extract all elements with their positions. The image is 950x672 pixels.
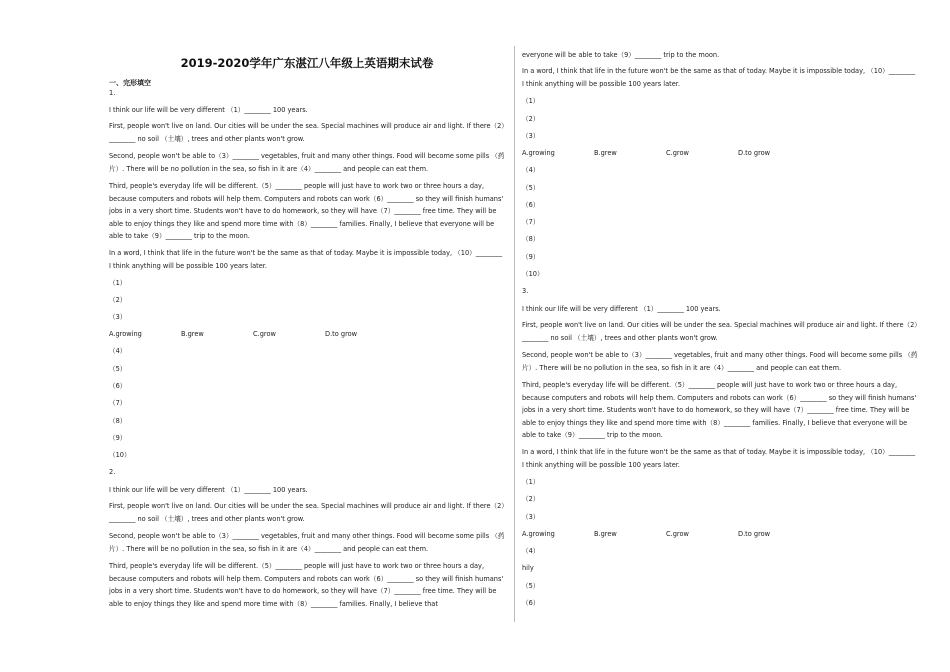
passage-paragraph: Third, people's everyday life will be different.（5）________ people will just have to work two or three hours a day, because computers and robots will help them. Computers and robots can work（6）________ so they will finish humans' jobs in a very short time. Students won't have to do homework, so they will have（7）________ free time. They will be able to enjoy things they like and spend more time with（8）________ families. Finally, I believe that everyone will be able to take（9）________ trip to the moon. [109,182,504,240]
passage-paragraph: Third, people's everyday life will be different.（5）________ people will just have to work two or three hours a day, because computers and robots will help them. Computers and robots can work（6）________ so they will finish humans' jobs in a very short time. Students won't have to do homework, so they will have（7）________ free time. They will be able to enjoy things they like and spend more time with（8）________ families. Finally, I believe that everyone will be able to take（9）________ trip to the moon. [522,381,917,439]
blank-number: （6） [522,599,540,607]
blank-number: （9） [522,253,540,261]
answer-options [522,530,810,538]
passage-paragraph: Third, people's everyday life will be different.（5）________ people will just have to work two or three hours a day, because computers and robots will help them. Computers and robots can work（6）________ so they will finish humans' jobs in a very short time. Students won't have to do homework, so they will have（7）________ free time. They will be able to enjoy things they like and spend more time with（8）________ families. Finally, I believe that [109,562,504,608]
passage-paragraph: Second, people won't be able to（3）________ vegetables, fruit and many other things. Food will become some pills （药片）. There will be no pollution in the sea, so fish in it are（4）________ and people can eat them. [522,351,918,372]
passage-paragraph: In a word, I think that life in the future won't be the same as that of today. Maybe it is impossible today, （10）________ I think anything will be possible 100 years later. [109,249,503,270]
option-b[interactable]: B.grew [181,330,204,338]
passage-paragraph: In a word, I think that life in the future won't be the same as that of today. Maybe it is impossible today, （10）________ I think anything will be possible 100 years later. [522,67,916,88]
blank-number: （4） [522,166,540,174]
blank-number: （10） [522,270,544,278]
blank-number: （1） [522,97,540,105]
blank-number: （2） [522,495,540,503]
option-b[interactable]: B.grew [594,149,617,157]
blank-number: （3） [109,313,127,321]
passage-intro: I think our life will be very different （1）________ 100 years. [109,486,308,494]
page-title: 2019-2020学年广东湛江八年级上英语期末试卷 [180,56,434,70]
blank-number: （6） [109,382,127,390]
blank-number: （1） [522,478,540,486]
blank-number: （6） [522,201,540,209]
passage-paragraph: First, people won't live on land. Our cities will be under the sea. Special machines will produce air and light. If there（2）________ no soil （土壤）, trees and other plants won't grow. [109,502,505,523]
blank-number: （5） [522,184,540,192]
blank-number: （2） [522,115,540,123]
passage-paragraph: First, people won't live on land. Our cities will be under the sea. Special machines will produce air and light. If there（2）________ no soil （土壤）, trees and other plants won't grow. [109,122,505,143]
option-b[interactable]: B.grew [594,530,617,538]
answer-options [522,149,810,157]
blank-number: （4） [109,347,127,355]
answer-options [109,330,397,338]
blank-number: （3） [522,513,540,521]
passage-paragraph: In a word, I think that life in the future won't be the same as that of today. Maybe it is impossible today, （10）________ I think anything will be possible 100 years later. [522,448,916,469]
question-number: 2. [109,468,116,476]
blank-number: （4） [522,547,540,555]
column-divider [514,46,515,622]
passage-paragraph: Second, people won't be able to（3）________ vegetables, fruit and many other things. Food will become some pills （药片）. There will be no pollution in the sea, so fish in it are（4）________ and people can eat them. [109,152,505,173]
blank-number: （7） [109,399,127,407]
passage-paragraph: First, people won't live on land. Our cities will be under the sea. Special machines will produce air and light. If there（2）________ no soil （土壤）, trees and other plants won't grow. [522,321,918,342]
option-d[interactable]: D.to grow [738,149,771,157]
question-number: 3. [522,287,529,295]
passage-intro: I think our life will be very different （1）________ 100 years. [109,106,308,114]
blank-number: （2） [109,296,127,304]
blank-number: （7） [522,218,540,226]
blank-number: （8） [522,235,540,243]
option-d[interactable]: D.to grow [738,530,771,538]
blank-number: （10） [109,451,131,459]
blank-number: （5） [522,582,540,590]
option-a[interactable]: A.growing [522,530,555,538]
option-c[interactable]: C.grow [253,330,276,338]
passage-continuation: everyone will be able to take（9）________ trip to the moon. [522,51,720,59]
blank-number: （5） [109,365,127,373]
option-c[interactable]: C.grow [666,149,689,157]
question-number: 1. [109,89,116,97]
stray-text: hily [522,564,534,572]
blank-number: （9） [109,434,127,442]
option-a[interactable]: A.growing [522,149,555,157]
blank-number: （1） [109,279,127,287]
option-d[interactable]: D.to grow [325,330,358,338]
section-heading: 一、完形填空 [109,79,151,87]
blank-number: （3） [522,132,540,140]
option-a[interactable]: A.growing [109,330,142,338]
passage-intro: I think our life will be very different （1）________ 100 years. [522,305,721,313]
blank-number: （8） [109,417,127,425]
passage-paragraph: Second, people won't be able to（3）________ vegetables, fruit and many other things. Food will become some pills （药片）. There will be no pollution in the sea, so fish in it are（4）________ and people can eat them. [109,532,505,553]
option-c[interactable]: C.grow [666,530,689,538]
